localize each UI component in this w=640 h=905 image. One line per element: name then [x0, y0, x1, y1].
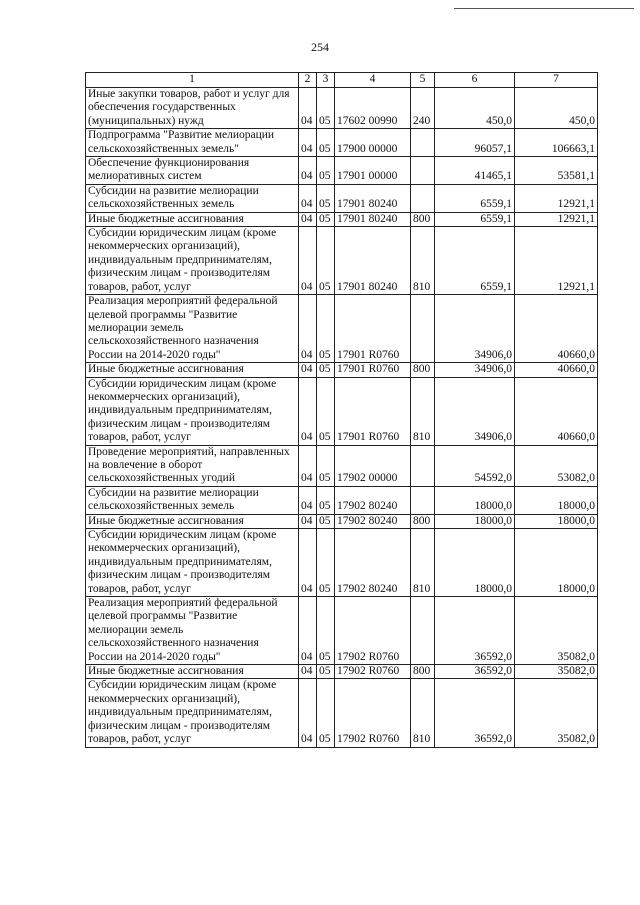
row-target-article: 17902 80240 — [335, 529, 411, 597]
row-amount-year-1: 34906,0 — [435, 377, 515, 445]
row-target-article: 17901 R0760 — [335, 363, 411, 377]
table-row — [86, 529, 598, 597]
row-section: 04 — [299, 184, 317, 212]
row-section: 04 — [299, 486, 317, 514]
row-name: Субсидии юридическим лицам (кроме некоммерческих организаций), индивидуальным предпринимателям, физическим лицам - производителям товаров, работ, услуг — [86, 679, 299, 747]
row-amount-year-1: 18000,0 — [435, 529, 515, 597]
row-subsection: 05 — [317, 129, 335, 157]
header-col-2: 2 — [299, 73, 317, 88]
row-amount-year-2: 35082,0 — [515, 597, 598, 665]
header-col-4: 4 — [335, 73, 411, 88]
row-subsection: 05 — [317, 597, 335, 665]
row-name: Субсидии на развитие мелиорации сельскохозяйственных земель — [86, 184, 299, 212]
row-amount-year-1: 36592,0 — [435, 665, 515, 679]
row-amount-year-1: 36592,0 — [435, 679, 515, 747]
row-subsection: 05 — [317, 363, 335, 377]
table-row — [86, 212, 598, 226]
row-section: 04 — [299, 227, 317, 295]
row-amount-year-2: 53082,0 — [515, 445, 598, 486]
row-name: Иные бюджетные ассигнования — [86, 363, 299, 377]
row-amount-year-1: 6559,1 — [435, 212, 515, 226]
row-name: Иные закупки товаров, работ и услуг для обеспечения государственных (муниципальных) нужд — [86, 88, 299, 129]
row-target-article: 17901 R0760 — [335, 295, 411, 363]
row-name: Иные бюджетные ассигнования — [86, 665, 299, 679]
row-section: 04 — [299, 377, 317, 445]
row-target-article: 17900 00000 — [335, 129, 411, 157]
row-target-article: 17902 R0760 — [335, 665, 411, 679]
row-amount-year-2: 35082,0 — [515, 665, 598, 679]
table-row — [86, 514, 598, 528]
header-row — [86, 73, 598, 88]
row-amount-year-1: 34906,0 — [435, 363, 515, 377]
row-name: Реализация мероприятий федеральной целевой программы "Развитие мелиорации земель сельскохозяйственного назначения России на 2014-2020 годы" — [86, 597, 299, 665]
row-subsection: 05 — [317, 486, 335, 514]
row-expense-type: 800 — [411, 363, 435, 377]
table-row — [86, 377, 598, 445]
row-subsection: 05 — [317, 88, 335, 129]
row-amount-year-2: 35082,0 — [515, 679, 598, 747]
row-section: 04 — [299, 679, 317, 747]
table-row — [86, 88, 598, 129]
row-amount-year-2: 40660,0 — [515, 377, 598, 445]
row-name: Реализация мероприятий федеральной целевой программы "Развитие мелиорации земель сельскохозяйственного назначения России на 2014-2020 годы" — [86, 295, 299, 363]
row-target-article: 17902 80240 — [335, 486, 411, 514]
row-amount-year-1: 96057,1 — [435, 129, 515, 157]
row-section: 04 — [299, 129, 317, 157]
row-amount-year-2: 12921,1 — [515, 212, 598, 226]
row-subsection: 05 — [317, 212, 335, 226]
row-target-article: 17902 R0760 — [335, 679, 411, 747]
table-row — [86, 445, 598, 486]
row-expense-type: 800 — [411, 665, 435, 679]
table-row — [86, 184, 598, 212]
row-subsection: 05 — [317, 377, 335, 445]
row-expense-type: 810 — [411, 377, 435, 445]
row-subsection: 05 — [317, 295, 335, 363]
row-amount-year-1: 18000,0 — [435, 514, 515, 528]
row-amount-year-2: 106663,1 — [515, 129, 598, 157]
row-section: 04 — [299, 212, 317, 226]
row-expense-type: 810 — [411, 529, 435, 597]
row-expense-type — [411, 129, 435, 157]
row-target-article: 17602 00990 — [335, 88, 411, 129]
row-name: Обеспечение функционирования мелиоративных систем — [86, 157, 299, 185]
row-subsection: 05 — [317, 184, 335, 212]
row-expense-type: 800 — [411, 212, 435, 226]
table-row — [86, 486, 598, 514]
row-name: Иные бюджетные ассигнования — [86, 212, 299, 226]
row-target-article: 17902 80240 — [335, 514, 411, 528]
row-section: 04 — [299, 514, 317, 528]
table-row — [86, 665, 598, 679]
row-expense-type — [411, 445, 435, 486]
row-subsection: 05 — [317, 157, 335, 185]
row-section: 04 — [299, 597, 317, 665]
row-amount-year-2: 40660,0 — [515, 363, 598, 377]
row-section: 04 — [299, 295, 317, 363]
row-amount-year-2: 18000,0 — [515, 486, 598, 514]
table-row — [86, 227, 598, 295]
row-target-article: 17901 80240 — [335, 227, 411, 295]
row-expense-type: 810 — [411, 679, 435, 747]
table-row — [86, 679, 598, 747]
row-name: Иные бюджетные ассигнования — [86, 514, 299, 528]
row-name: Субсидии юридическим лицам (кроме некоммерческих организаций), индивидуальным предпринимателям, физическим лицам - производителям товаров, работ, услуг — [86, 227, 299, 295]
table-row — [86, 129, 598, 157]
row-name: Проведение мероприятий, направленных на вовлечение в оборот сельскохозяйственных угодий — [86, 445, 299, 486]
scan-edge-line — [454, 8, 634, 9]
row-amount-year-1: 6559,1 — [435, 184, 515, 212]
row-name: Субсидии юридическим лицам (кроме некоммерческих организаций), индивидуальным предпринимателям, физическим лицам - производителям товаров, работ, услуг — [86, 377, 299, 445]
row-expense-type — [411, 184, 435, 212]
header-col-1: 1 — [86, 73, 299, 88]
table-row — [86, 295, 598, 363]
row-section: 04 — [299, 665, 317, 679]
budget-table — [85, 72, 598, 748]
header-col-5: 5 — [411, 73, 435, 88]
header-col-6: 6 — [435, 73, 515, 88]
row-amount-year-2: 12921,1 — [515, 184, 598, 212]
table-row — [86, 597, 598, 665]
row-subsection: 05 — [317, 529, 335, 597]
row-amount-year-1: 6559,1 — [435, 227, 515, 295]
row-amount-year-2: 53581,1 — [515, 157, 598, 185]
row-amount-year-2: 450,0 — [515, 88, 598, 129]
row-expense-type — [411, 597, 435, 665]
row-target-article: 17902 00000 — [335, 445, 411, 486]
row-expense-type: 800 — [411, 514, 435, 528]
row-subsection: 05 — [317, 227, 335, 295]
row-amount-year-1: 450,0 — [435, 88, 515, 129]
row-expense-type: 810 — [411, 227, 435, 295]
table-body — [86, 88, 598, 748]
row-subsection: 05 — [317, 445, 335, 486]
header-col-7: 7 — [515, 73, 598, 88]
row-section: 04 — [299, 445, 317, 486]
row-target-article: 17901 R0760 — [335, 377, 411, 445]
row-expense-type — [411, 295, 435, 363]
row-amount-year-1: 54592,0 — [435, 445, 515, 486]
row-amount-year-1: 41465,1 — [435, 157, 515, 185]
row-amount-year-2: 40660,0 — [515, 295, 598, 363]
row-amount-year-2: 12921,1 — [515, 227, 598, 295]
row-target-article: 17901 80240 — [335, 184, 411, 212]
row-target-article: 17902 R0760 — [335, 597, 411, 665]
row-amount-year-2: 18000,0 — [515, 529, 598, 597]
row-subsection: 05 — [317, 514, 335, 528]
row-name: Субсидии на развитие мелиорации сельскохозяйственных земель — [86, 486, 299, 514]
row-amount-year-1: 36592,0 — [435, 597, 515, 665]
row-expense-type — [411, 157, 435, 185]
row-amount-year-1: 34906,0 — [435, 295, 515, 363]
row-target-article: 17901 80240 — [335, 212, 411, 226]
row-section: 04 — [299, 157, 317, 185]
row-amount-year-1: 18000,0 — [435, 486, 515, 514]
row-subsection: 05 — [317, 679, 335, 747]
row-section: 04 — [299, 363, 317, 377]
row-expense-type — [411, 486, 435, 514]
page-number: 254 — [311, 40, 329, 54]
row-expense-type: 240 — [411, 88, 435, 129]
table-row — [86, 157, 598, 185]
row-subsection: 05 — [317, 665, 335, 679]
row-name: Подпрограмма "Развитие мелиорации сельскохозяйственных земель" — [86, 129, 299, 157]
row-section: 04 — [299, 529, 317, 597]
header-col-3: 3 — [317, 73, 335, 88]
row-name: Субсидии юридическим лицам (кроме некоммерческих организаций), индивидуальным предпринимателям, физическим лицам - производителям товаров, работ, услуг — [86, 529, 299, 597]
row-amount-year-2: 18000,0 — [515, 514, 598, 528]
row-target-article: 17901 00000 — [335, 157, 411, 185]
row-section: 04 — [299, 88, 317, 129]
table-row — [86, 363, 598, 377]
